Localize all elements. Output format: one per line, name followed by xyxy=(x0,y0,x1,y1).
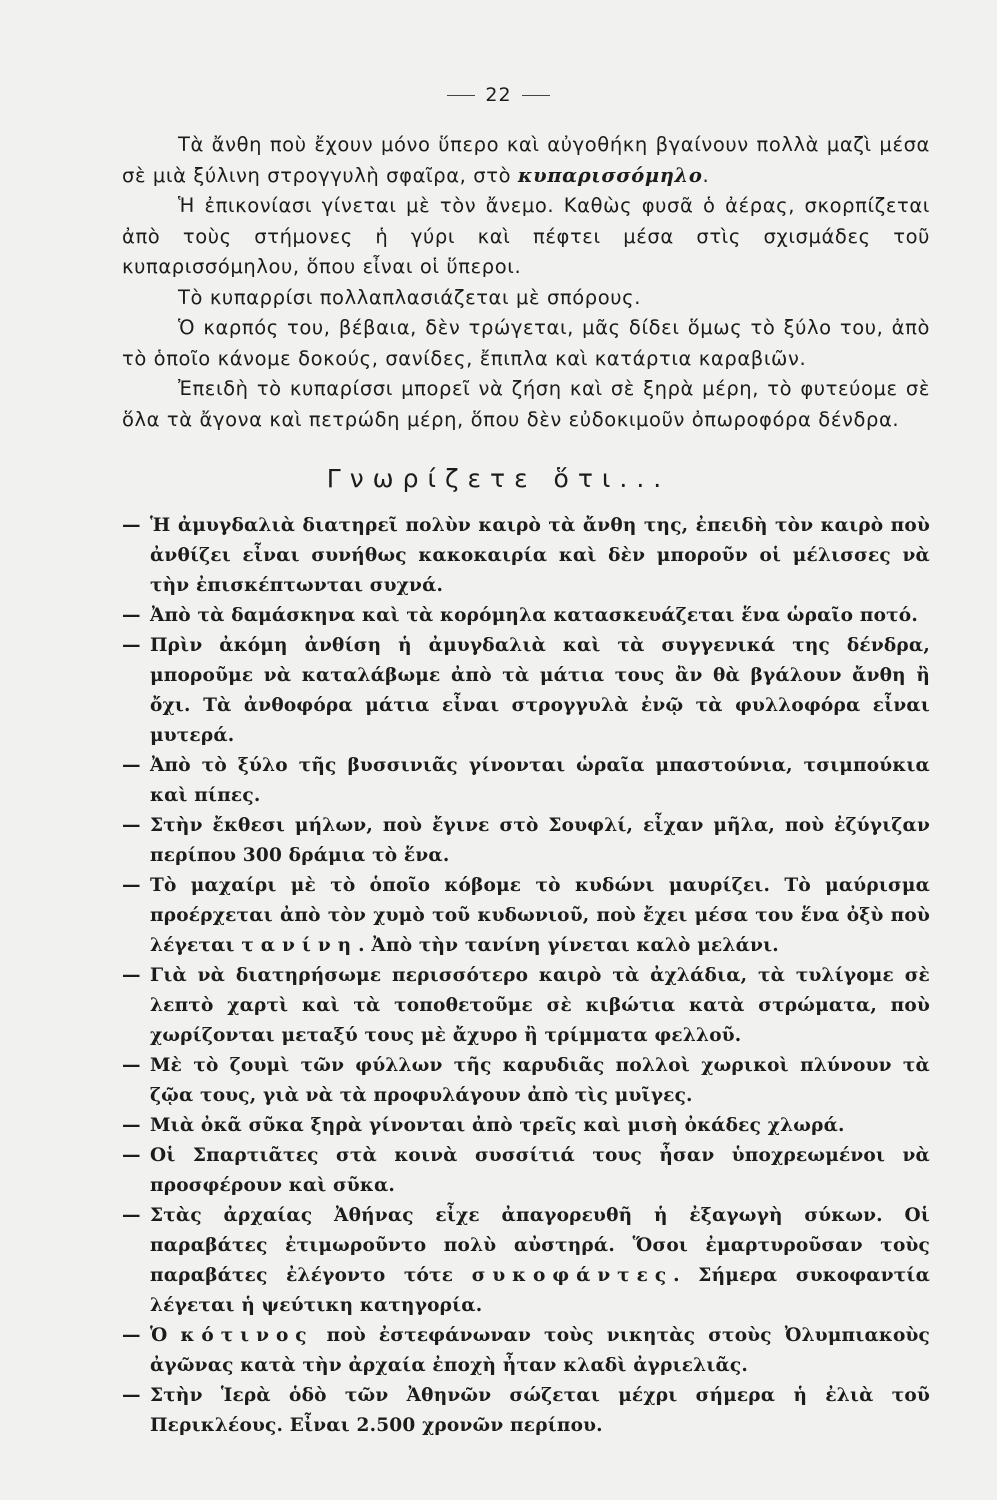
list-dash: — xyxy=(122,815,141,836)
fact-text: Γιὰ νὰ διατηρήσωμε περισσότερο καιρὸ τὰ ἀχλάδια, τὰ τυλίγομε σὲ λεπτὸ χαρτὶ καὶ τὰ τοποθετοῦμε σὲ κιβώτια κατὰ στρώματα, ποὺ χωρίζονται μεταξύ τους μὲ ἄχυρο ἢ τρίμματα φελλοῦ. xyxy=(150,965,930,1046)
fact-text: Μιὰ ὀκᾶ σῦκα ξηρὰ γίνονται ἀπὸ τρεῖς καὶ μισὴ ὀκάδες χλωρά. xyxy=(150,1115,845,1136)
intro-paragraph-text: . xyxy=(702,163,710,187)
fact-item xyxy=(122,1111,930,1141)
fact-item xyxy=(122,511,930,601)
fact-text: Στὴν Ἱερὰ ὁδὸ τῶν Ἀθηνῶν σώζεται μέχρι σήμερα ἡ ἐλιὰ τοῦ Περικλέους. Εἶναι 2.500 χρονῶν περίπου. xyxy=(150,1385,930,1436)
list-dash: — xyxy=(122,1385,141,1406)
facts-list xyxy=(122,511,930,1441)
list-dash: — xyxy=(122,1055,141,1076)
intro-paragraph: Τὸ κυπαρρίσι πολλαπλασιάζεται μὲ σπόρους. xyxy=(178,285,642,309)
fact-item xyxy=(122,1381,930,1441)
fact-text: Τὸ μαχαίρι μὲ τὸ ὁποῖο κόβομε τὸ κυδώνι μαυρίζει. Τὸ μαύρισμα προέρχεται ἀπὸ τὸν χυμὸ τοῦ κυδωνιοῦ, ποὺ ἔχει μέσα του ἕνα ὀξὺ ποὺ λέγεται xyxy=(150,875,930,956)
fact-text: Μὲ τὸ ζουμὶ τῶν φύλλων τῆς καρυδιᾶς πολλοὶ χωρικοὶ πλύνουν τὰ ζῷα τους, γιὰ νὰ τὰ προφυλάγουν ἀπὸ τὶς μυῖγες. xyxy=(150,1055,930,1106)
fact-item xyxy=(122,1321,930,1381)
fact-text: Ἀπὸ τὰ δαμάσκηνα καὶ τὰ κορόμηλα κατασκευάζεται ἕνα ὡραῖο ποτό. xyxy=(150,605,918,626)
spaced-term: συκοφάντες xyxy=(471,1265,674,1286)
list-dash: — xyxy=(122,635,141,656)
list-dash: — xyxy=(122,1115,141,1136)
fact-text: . Σήμερα συκοφαντία λέγεται ἡ ψεύτικη κατηγορία. xyxy=(150,1265,931,1316)
fact-text: Στὰς ἀρχαίας Ἀθήνας εἶχε ἀπαγορευθῆ ἡ ἐξαγωγὴ σύκων. Οἱ παραβάτες ἐτιμωροῦντο πολὺ αὐστηρά. Ὅσοι ἐμαρτυροῦσαν τοὺς παραβάτες ἐλέγοντο τότε xyxy=(150,1205,930,1286)
fact-item xyxy=(122,1201,930,1321)
fact-text: Στὴν ἔκθεσι μήλων, ποὺ ἔγινε στὸ Σουφλί, εἶχαν μῆλα, ποὺ ἐζύγιζαν περίπου 300 δράμια τὸ ἕνα. xyxy=(150,815,930,866)
fact-text: Ὁ xyxy=(150,1325,181,1346)
list-dash: — xyxy=(122,875,141,896)
intro-text xyxy=(122,130,930,435)
list-dash: — xyxy=(122,515,141,536)
list-dash: — xyxy=(122,1145,141,1166)
list-dash: — xyxy=(122,755,141,776)
fact-text: Πρὶν ἀκόμη ἀνθίση ἡ ἀμυγδαλιὰ καὶ τὰ συγγενικά της δένδρα, μποροῦμε νὰ καταλάβωμε ἀπὸ τὰ μάτια τους ἂν θὰ βγάλουν ἄνθη ἢ ὄχι. Τὰ ἀνθοφόρα μάτια εἶναι στρογγυλὰ ἐνῷ τὰ φυλλοφόρα εἶναι μυτερά. xyxy=(150,635,930,746)
emphasized-term: κυπαρισσόμηλο xyxy=(517,163,703,187)
fact-item xyxy=(122,1141,930,1201)
list-dash: — xyxy=(122,1325,141,1346)
fact-item xyxy=(122,601,930,631)
page-number: 22 xyxy=(0,84,997,106)
fact-item xyxy=(122,751,930,811)
fact-text: Οἱ Σπαρτιᾶτες στὰ κοινὰ συσσίτιά τους ἦσαν ὑποχρεωμένοι νὰ προσφέρουν καὶ σῦκα. xyxy=(150,1145,930,1196)
intro-paragraph: Ἡ ἐπικονίασι γίνεται μὲ τὸν ἄνεμο. Καθὼς φυσᾶ ὁ ἀέρας, σκορπίζεται ἀπὸ τοὺς στήμονες ἡ γύρι καὶ πέφτει μέσα στὶς σχισμάδες τοῦ κυπαρισσόμηλου, ὅπου εἶναι οἱ ὕπεροι. xyxy=(122,194,930,278)
list-dash: — xyxy=(122,1205,141,1226)
fact-text: Ἀπὸ τὸ ξύλο τῆς βυσσινιᾶς γίνονται ὡραῖα μπαστούνια, τσιμπούκια καὶ πίπες. xyxy=(150,755,930,806)
intro-paragraph: Ὁ καρπός του, βέβαια, δὲν τρώγεται, μᾶς δίδει ὅμως τὸ ξύλο του, ἀπὸ τὸ ὁποῖο κάνομε δοκούς, σανίδες, ἔπιπλα καὶ κατάρτια καραβιῶν. xyxy=(122,316,930,370)
fact-text: ποὺ ἐστεφάνωναν τοὺς νικητὰς στοὺς Ὀλυμπιακοὺς ἀγῶνας κατὰ τὴν ἀρχαία ἐποχὴ ἦταν κλαδὶ ἀγριελιᾶς. xyxy=(150,1325,930,1376)
fact-item xyxy=(122,811,930,871)
section-heading: Γνωρίζετε ὅτι... xyxy=(326,464,671,493)
list-dash: — xyxy=(122,965,141,986)
spaced-term: τανίνη xyxy=(241,935,359,956)
intro-paragraph: Ἐπειδὴ τὸ κυπαρίσσι μπορεῖ νὰ ζήση καὶ σὲ ξηρὰ μέρη, τὸ φυτεύομε σὲ ὅλα τὰ ἄγονα καὶ πετρώδη μέρη, ὅπου δὲν εὐδοκιμοῦν ὀπωροφόρα δένδρα. xyxy=(122,377,930,431)
fact-text: Ἡ ἀμυγδαλιὰ διατηρεῖ πολὺν καιρὸ τὰ ἄνθη της, ἐπειδὴ τὸν καιρὸ ποὺ ἀνθίζει εἶναι συνήθως κακοκαιρία καὶ δὲν μποροῦν οἱ μέλισσες νὰ τὴν ἐπισκέπτωνται συχνά. xyxy=(150,515,930,596)
spaced-term: κότινος xyxy=(180,1325,314,1346)
fact-item xyxy=(122,631,930,751)
fact-text: . Ἀπὸ τὴν τανίνη γίνεται καλὸ μελάνι. xyxy=(358,935,779,956)
list-dash: — xyxy=(122,605,141,626)
fact-item xyxy=(122,871,930,961)
fact-item xyxy=(122,961,930,1051)
fact-item xyxy=(122,1051,930,1111)
intro-paragraph-text: Τὰ ἄνθη ποὺ ἔχουν μόνο ὕπερο καὶ αὐγοθήκη βγαίνουν πολλὰ μαζὶ μέσα σὲ μιὰ ξύλινη στρογγυλὴ σφαῖρα, στὸ xyxy=(122,133,930,187)
intro-paragraph xyxy=(122,130,930,191)
